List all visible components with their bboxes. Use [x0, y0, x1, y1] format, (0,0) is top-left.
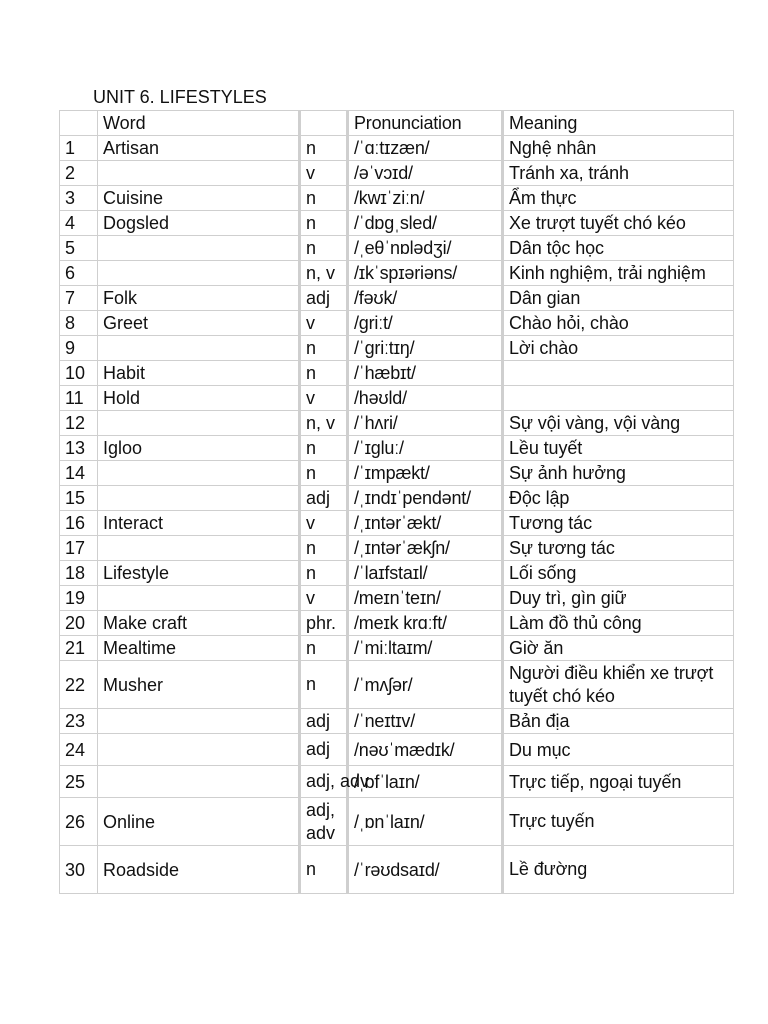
table-row	[60, 336, 734, 361]
table-row	[60, 261, 734, 286]
row-meaning: Người điều khiển xe trượt tuyết chó kéo	[503, 661, 734, 709]
row-part-of-speech: n	[300, 136, 348, 161]
row-pronunciation: /ˈneɪtɪv/	[348, 709, 503, 734]
row-number: 6	[60, 261, 98, 286]
table-row	[60, 311, 734, 336]
row-pronunciation: /nəʊˈmædɪk/	[348, 734, 503, 766]
table-row	[60, 661, 734, 709]
row-meaning: Du mục	[503, 734, 734, 766]
row-part-of-speech: n	[300, 461, 348, 486]
row-pronunciation: /ˈlaɪfstaɪl/	[348, 561, 503, 586]
table-row	[60, 734, 734, 766]
row-word: Folk	[98, 286, 300, 311]
row-word: Online	[98, 798, 300, 846]
row-pronunciation: /ˌɪndɪˈpendənt/	[348, 486, 503, 511]
row-meaning: Xe trượt tuyết chó kéo	[503, 211, 734, 236]
row-word: Greet	[98, 311, 300, 336]
row-word	[98, 161, 300, 186]
row-number: 9	[60, 336, 98, 361]
row-word	[98, 261, 300, 286]
table-row	[60, 766, 734, 798]
row-word: Igloo	[98, 436, 300, 461]
table-row	[60, 186, 734, 211]
page-title: UNIT 6. LIFESTYLES	[93, 87, 267, 107]
row-part-of-speech: v	[300, 586, 348, 611]
table-row	[60, 286, 734, 311]
row-meaning: Lề đường	[503, 846, 734, 894]
row-meaning: Trực tiếp, ngoại tuyến	[503, 766, 734, 798]
table-row	[60, 386, 734, 411]
row-number: 15	[60, 486, 98, 511]
row-number: 21	[60, 636, 98, 661]
row-pronunciation: /əˈvɔɪd/	[348, 161, 503, 186]
row-meaning: Lều tuyết	[503, 436, 734, 461]
row-meaning: Lối sống	[503, 561, 734, 586]
table-row	[60, 798, 734, 846]
row-meaning: Giờ ăn	[503, 636, 734, 661]
row-pronunciation: /ˌɒnˈlaɪn/	[348, 798, 503, 846]
row-number: 3	[60, 186, 98, 211]
row-number: 18	[60, 561, 98, 586]
row-number: 11	[60, 386, 98, 411]
row-meaning: Chào hỏi, chào	[503, 311, 734, 336]
row-word: Hold	[98, 386, 300, 411]
row-meaning: Sự ảnh hưởng	[503, 461, 734, 486]
row-meaning: Sự vội vàng, vội vàng	[503, 411, 734, 436]
row-number: 13	[60, 436, 98, 461]
row-part-of-speech: adj	[300, 486, 348, 511]
table-row	[60, 461, 734, 486]
row-part-of-speech: adj	[300, 734, 348, 766]
row-pronunciation: /ˌɪntərˈækt/	[348, 511, 503, 536]
row-number: 23	[60, 709, 98, 734]
row-pronunciation: /ˌɒfˈlaɪn/	[348, 766, 503, 798]
vocabulary-table-body	[60, 111, 734, 894]
row-word: Interact	[98, 511, 300, 536]
row-part-of-speech: adj, adv	[300, 766, 348, 798]
table-row	[60, 561, 734, 586]
row-number: 16	[60, 511, 98, 536]
row-meaning: Trực tuyến	[503, 798, 734, 846]
row-part-of-speech: n	[300, 361, 348, 386]
row-word: Habit	[98, 361, 300, 386]
row-meaning	[503, 361, 734, 386]
row-part-of-speech: n	[300, 536, 348, 561]
table-row	[60, 486, 734, 511]
row-number: 30	[60, 846, 98, 894]
row-word	[98, 411, 300, 436]
row-pronunciation: /ˈrəʊdsaɪd/	[348, 846, 503, 894]
row-part-of-speech: v	[300, 161, 348, 186]
row-word	[98, 461, 300, 486]
vocabulary-table	[59, 110, 734, 894]
row-part-of-speech: n	[300, 436, 348, 461]
table-header-row	[60, 111, 734, 136]
row-part-of-speech: adj	[300, 286, 348, 311]
row-number: 7	[60, 286, 98, 311]
row-word: Dogsled	[98, 211, 300, 236]
row-part-of-speech: n	[300, 336, 348, 361]
row-word	[98, 766, 300, 798]
row-word: Musher	[98, 661, 300, 709]
row-pronunciation: /həʊld/	[348, 386, 503, 411]
row-part-of-speech: adj, adv	[300, 798, 348, 846]
row-meaning: Nghệ nhân	[503, 136, 734, 161]
row-part-of-speech: n, v	[300, 261, 348, 286]
row-meaning: Kinh nghiệm, trải nghiệm	[503, 261, 734, 286]
table-row	[60, 161, 734, 186]
row-number: 19	[60, 586, 98, 611]
header-part-of-speech	[300, 111, 348, 136]
row-meaning: Lời chào	[503, 336, 734, 361]
row-pronunciation: /ˈɑːtɪzæn/	[348, 136, 503, 161]
row-meaning: Làm đồ thủ công	[503, 611, 734, 636]
row-part-of-speech: n	[300, 636, 348, 661]
table-row	[60, 236, 734, 261]
row-part-of-speech: n, v	[300, 411, 348, 436]
header-meaning: Meaning	[503, 111, 734, 136]
row-part-of-speech: phr.	[300, 611, 348, 636]
header-word: Word	[98, 111, 300, 136]
row-pronunciation: /meɪnˈteɪn/	[348, 586, 503, 611]
header-pronunciation: Pronunciation	[348, 111, 503, 136]
table-row	[60, 636, 734, 661]
row-part-of-speech: v	[300, 386, 348, 411]
row-part-of-speech: n	[300, 661, 348, 709]
row-pronunciation: /ˈɪmpækt/	[348, 461, 503, 486]
row-number: 22	[60, 661, 98, 709]
row-number: 26	[60, 798, 98, 846]
row-word: Cuisine	[98, 186, 300, 211]
row-pronunciation: /ˌɪntərˈækʃn/	[348, 536, 503, 561]
row-number: 10	[60, 361, 98, 386]
row-word	[98, 236, 300, 261]
row-part-of-speech: v	[300, 311, 348, 336]
row-meaning: Bản địa	[503, 709, 734, 734]
row-meaning: Dân tộc học	[503, 236, 734, 261]
row-part-of-speech: v	[300, 511, 348, 536]
row-pronunciation: /ˈɪɡluː/	[348, 436, 503, 461]
row-number: 14	[60, 461, 98, 486]
row-pronunciation: /kwɪˈziːn/	[348, 186, 503, 211]
table-row	[60, 211, 734, 236]
row-number: 24	[60, 734, 98, 766]
row-word	[98, 536, 300, 561]
row-pronunciation: /ˈmʌʃər/	[348, 661, 503, 709]
row-part-of-speech: n	[300, 561, 348, 586]
table-row	[60, 709, 734, 734]
row-number: 5	[60, 236, 98, 261]
row-number: 20	[60, 611, 98, 636]
row-number: 2	[60, 161, 98, 186]
row-pronunciation: /ˈdɒɡˌsled/	[348, 211, 503, 236]
row-part-of-speech: n	[300, 186, 348, 211]
row-meaning: Sự tương tác	[503, 536, 734, 561]
table-row	[60, 586, 734, 611]
table-row	[60, 411, 734, 436]
row-word	[98, 486, 300, 511]
row-number: 12	[60, 411, 98, 436]
row-pronunciation: /fəʊk/	[348, 286, 503, 311]
row-word: Lifestyle	[98, 561, 300, 586]
row-pronunciation: /ɡriːt/	[348, 311, 503, 336]
row-meaning: Tránh xa, tránh	[503, 161, 734, 186]
row-part-of-speech: adj	[300, 709, 348, 734]
row-number: 4	[60, 211, 98, 236]
row-meaning: Tương tác	[503, 511, 734, 536]
row-word: Roadside	[98, 846, 300, 894]
row-meaning	[503, 386, 734, 411]
row-meaning: Duy trì, gìn giữ	[503, 586, 734, 611]
row-meaning: Dân gian	[503, 286, 734, 311]
row-word: Make craft	[98, 611, 300, 636]
row-pronunciation: /ɪkˈspɪəriəns/	[348, 261, 503, 286]
row-number: 25	[60, 766, 98, 798]
row-number: 8	[60, 311, 98, 336]
row-pronunciation: /ˈhʌri/	[348, 411, 503, 436]
row-pronunciation: /ˌeθˈnɒlədʒi/	[348, 236, 503, 261]
row-word	[98, 336, 300, 361]
row-word	[98, 709, 300, 734]
row-word: Artisan	[98, 136, 300, 161]
row-part-of-speech: n	[300, 846, 348, 894]
row-part-of-speech: n	[300, 236, 348, 261]
row-meaning: Độc lập	[503, 486, 734, 511]
row-word	[98, 734, 300, 766]
table-row	[60, 611, 734, 636]
row-word	[98, 586, 300, 611]
row-pronunciation: /ˈɡriːtɪŋ/	[348, 336, 503, 361]
row-number: 1	[60, 136, 98, 161]
table-row	[60, 511, 734, 536]
row-part-of-speech: n	[300, 211, 348, 236]
header-number	[60, 111, 98, 136]
row-meaning: Ẩm thực	[503, 186, 734, 211]
row-pronunciation: /meɪk krɑːft/	[348, 611, 503, 636]
row-number: 17	[60, 536, 98, 561]
table-row	[60, 846, 734, 894]
row-pronunciation: /ˈhæbɪt/	[348, 361, 503, 386]
table-row	[60, 536, 734, 561]
table-row	[60, 361, 734, 386]
table-row	[60, 436, 734, 461]
row-word: Mealtime	[98, 636, 300, 661]
row-pronunciation: /ˈmiːltaɪm/	[348, 636, 503, 661]
table-row	[60, 136, 734, 161]
